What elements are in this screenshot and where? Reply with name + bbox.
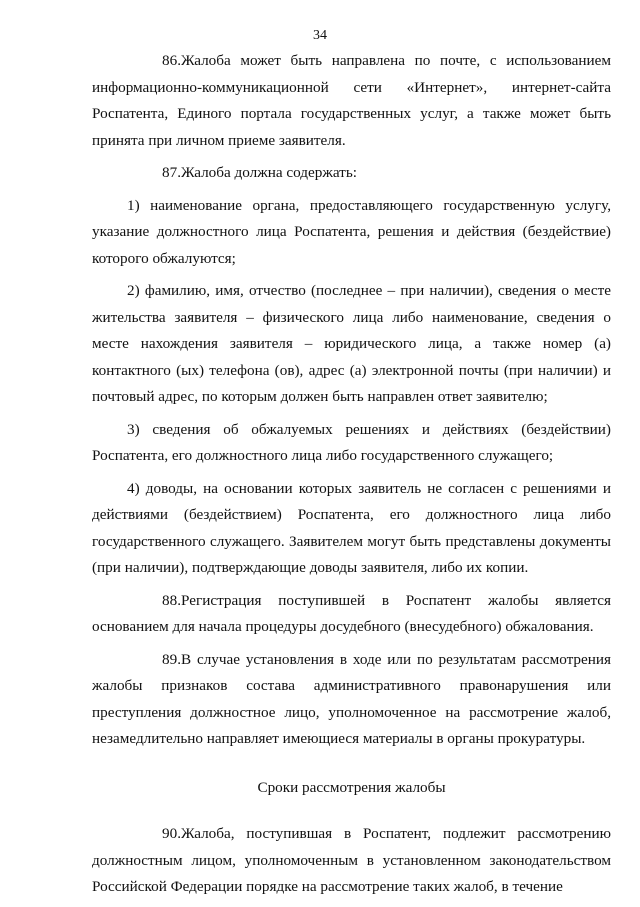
paragraph-number: 86. bbox=[162, 52, 181, 69]
paragraph-text: В случае установления в ходе или по результатам рассмотрения жалобы признаков состава административного правонарушения или преступления должностное лицо, уполномоченное на рассмотрение жалоб, незамедлительно направляет имеющиеся материалы в органы прокуратуры. bbox=[92, 650, 611, 747]
list-item-1 bbox=[92, 193, 611, 273]
paragraph-text: Жалоба может быть направлена по почте, с использованием информационно-коммуникационной сети «Интернет», интернет-сайта Роспатента, Единого портала государственных услуг, а также может быть принята при личном приеме заявителя. bbox=[92, 52, 611, 149]
paragraph-number: 89. bbox=[162, 650, 181, 668]
page-number: 34 bbox=[313, 28, 327, 43]
document-body bbox=[92, 48, 611, 907]
section-heading: Сроки рассмотрения жалобы bbox=[257, 778, 446, 796]
paragraph-text: Жалоба, поступившая в Роспатент, подлежит рассмотрению должностным лицом, уполномоченным в установленном законодательством Российской Федерации порядке на рассмотрение таких жалоб, в течение bbox=[92, 825, 611, 895]
list-item-2 bbox=[92, 278, 611, 411]
paragraph-text: Жалоба должна содержать: bbox=[180, 164, 357, 181]
paragraph-86 bbox=[92, 48, 611, 154]
paragraph-number: 90. bbox=[162, 825, 181, 842]
paragraph-number: 88. bbox=[162, 591, 181, 609]
paragraph-text: 4) доводы, на основании которых заявитель не согласен с решениями и действиями (бездействием) Роспатента, его должностного лица либо государственного служащего. Заявителем могут быть представлены документы (при наличии), подтверждающие доводы заявителя, либо их копии. bbox=[92, 479, 611, 576]
paragraph-number: 87. bbox=[162, 164, 181, 181]
paragraph-88 bbox=[92, 588, 611, 641]
paragraph-89 bbox=[92, 647, 611, 753]
paragraph-text: 1) наименование органа, предоставляющего государственную услугу, указание должностного лица Роспатента, решения и действия (бездействие) которого обжалуются; bbox=[92, 196, 611, 267]
paragraph-90 bbox=[92, 821, 611, 901]
list-item-3 bbox=[92, 417, 611, 470]
list-item-4 bbox=[92, 476, 611, 582]
paragraph-text: Регистрация поступившей в Роспатент жалобы является основанием для начала процедуры досудебного (внесудебного) обжалования. bbox=[92, 591, 611, 635]
paragraph-text: 3) сведения об обжалуемых решениях и действиях (бездействии) Роспатента, его должностного лица либо государственного служащего; bbox=[92, 420, 611, 464]
paragraph-text: 2) фамилию, имя, отчество (последнее – при наличии), сведения о месте жительства заявителя – физического лица либо наименование, сведения о месте нахождения заявителя – юридического лица, а также номер (а) контактного (ых) телефона (ов), адрес (а) электронной почты (при наличии) и почтовый адрес, по которым должен быть направлен ответ заявителю; bbox=[92, 282, 611, 405]
paragraph-87 bbox=[92, 160, 611, 187]
